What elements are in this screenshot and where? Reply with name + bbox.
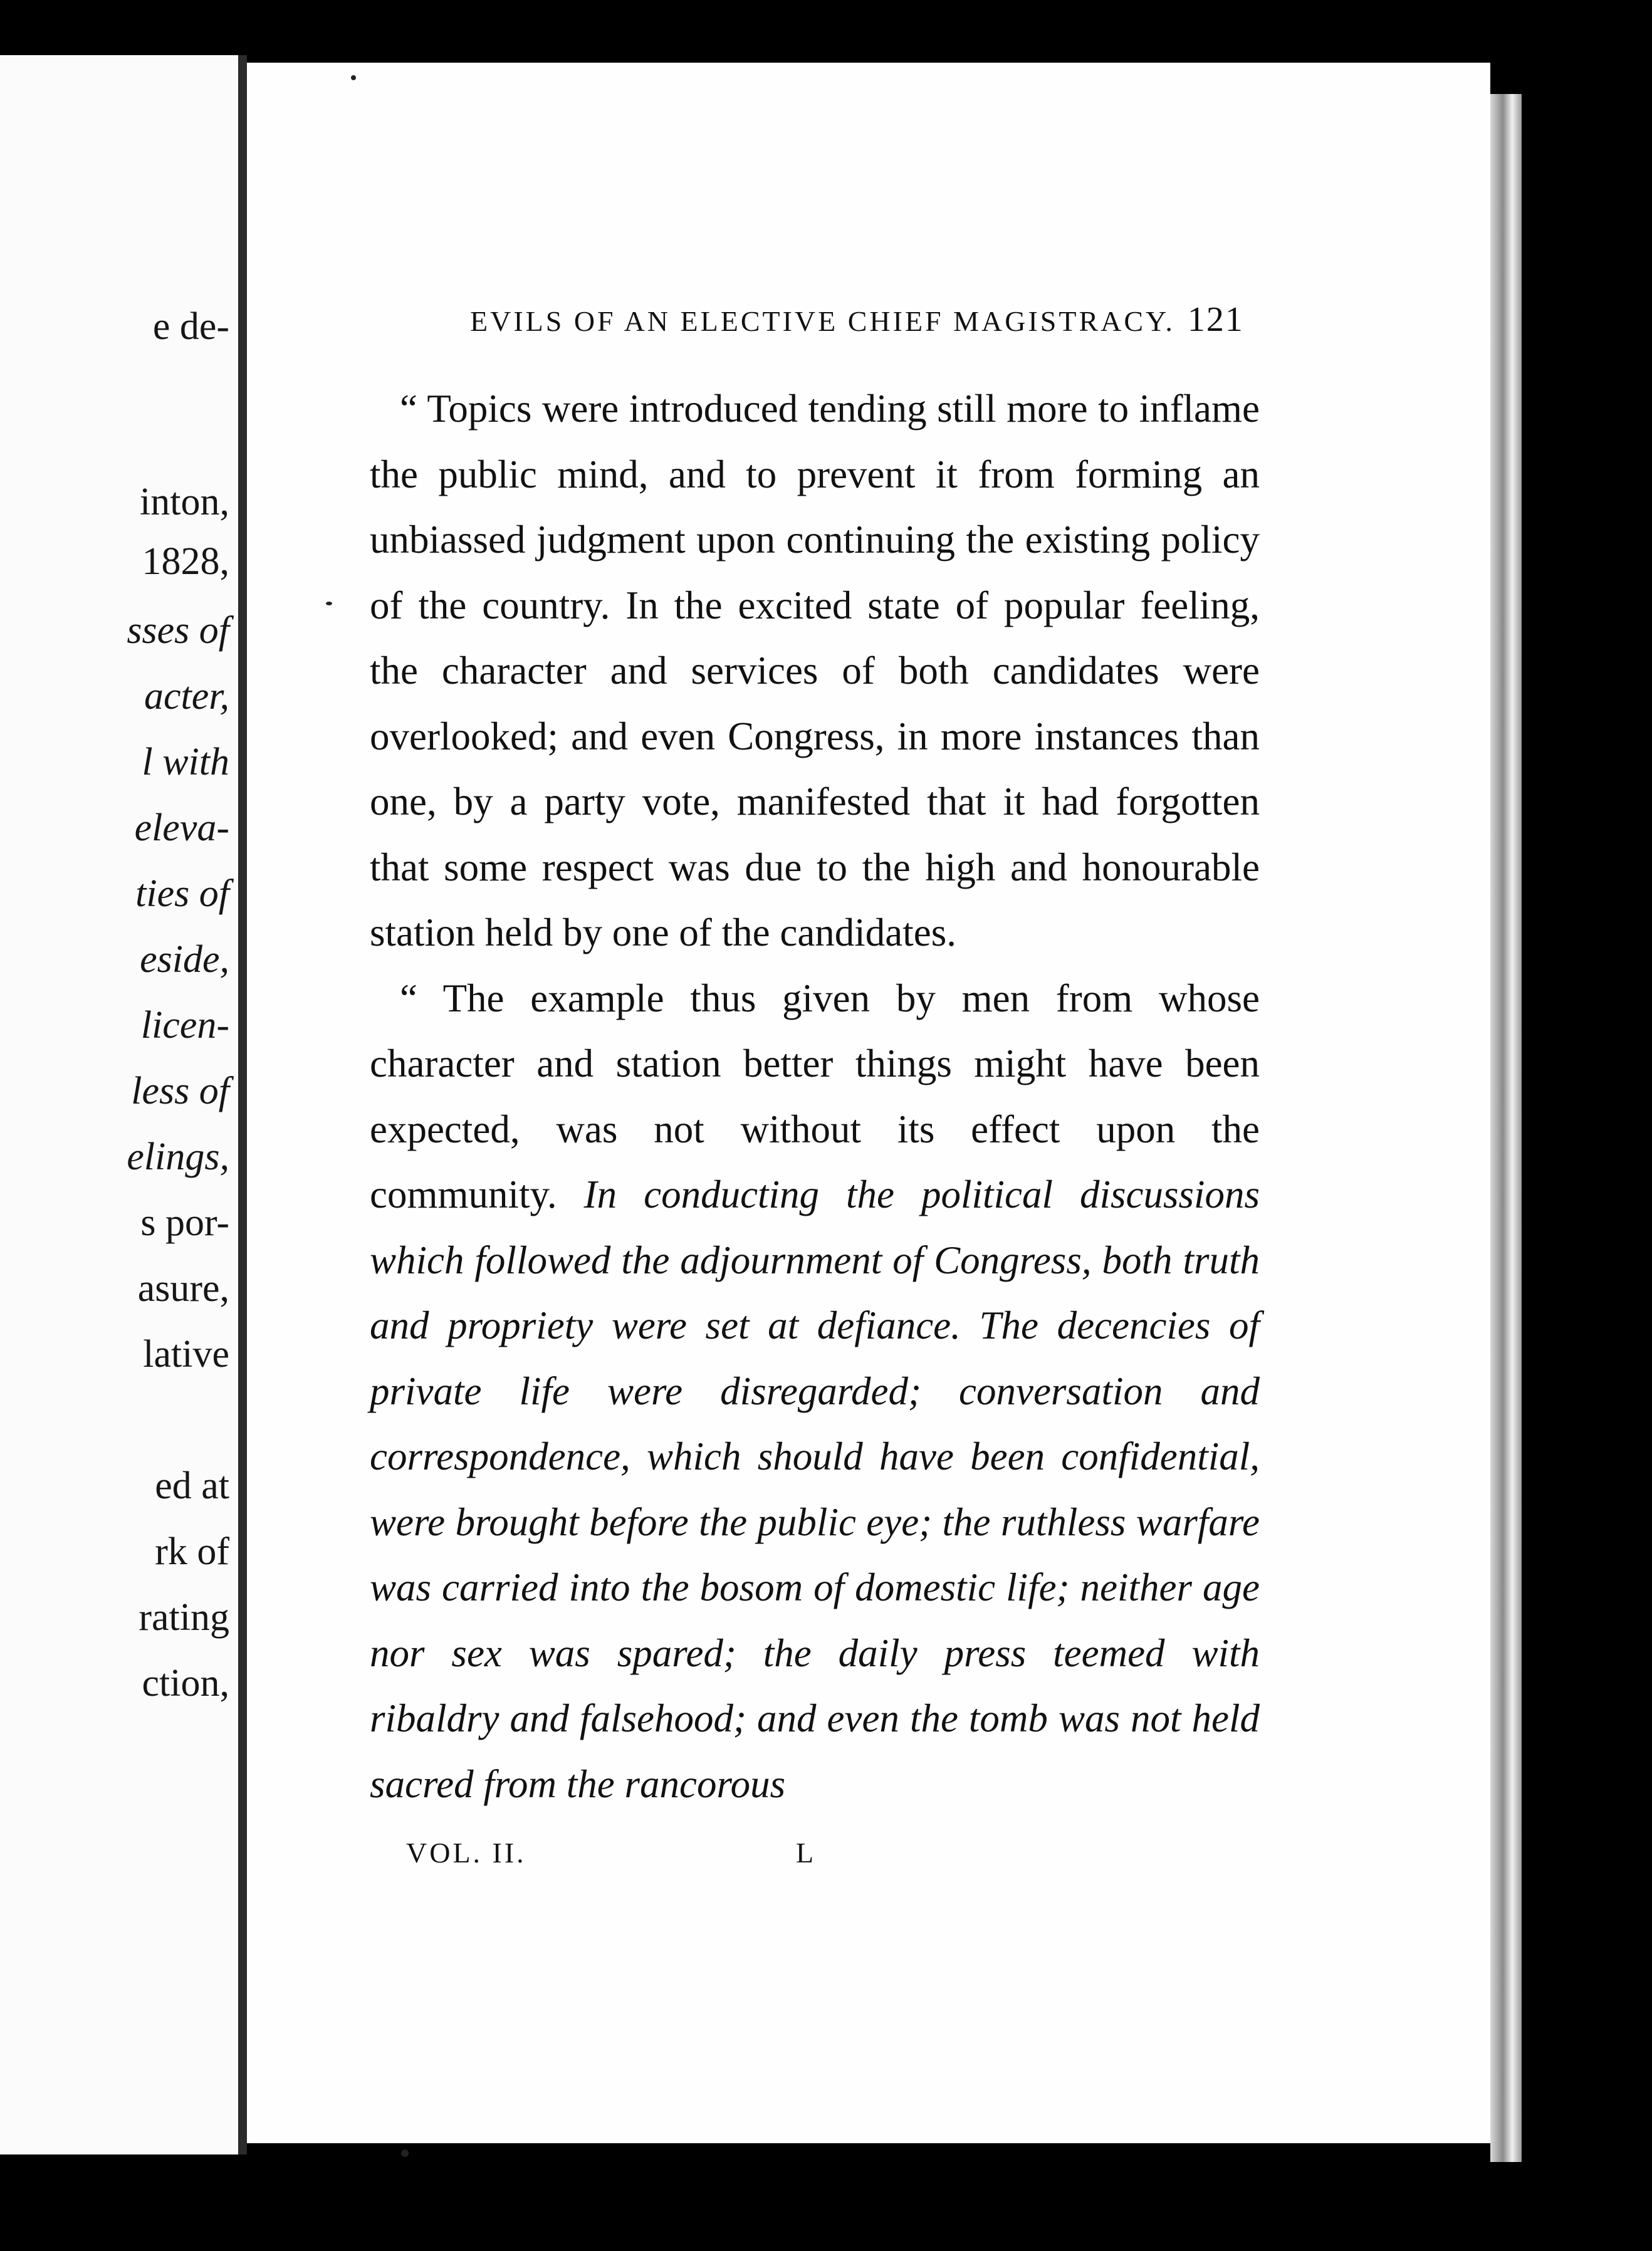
page-edge (1490, 94, 1522, 2162)
left-page-line: 1828, (142, 540, 229, 583)
running-head-title: EVILS OF AN ELECTIVE CHIEF MAGISTRACY. (470, 305, 1175, 337)
left-page-line: ction, (142, 1662, 229, 1705)
left-page-line: sses of (127, 609, 229, 652)
left-page-line: l with (142, 741, 229, 783)
left-page-line: inton, (140, 481, 229, 523)
left-page-line: rk of (155, 1530, 229, 1573)
paragraph-2-roman: “ The example thus given by men from whose character and station better things might have been expected, was not without its effect upon the community. (370, 976, 1260, 1216)
left-page-line: s por- (140, 1201, 229, 1244)
ink-speck (351, 75, 356, 80)
ink-speck (401, 2149, 409, 2157)
left-page-line: ed at (155, 1465, 229, 1507)
running-head (470, 300, 1260, 340)
book-gutter (238, 55, 247, 2154)
page-number: 121 (1187, 300, 1244, 339)
ink-speck (326, 602, 332, 605)
left-page-line: eleva- (134, 807, 229, 849)
body-text (370, 376, 1260, 1817)
left-page-line: licen- (140, 1004, 229, 1047)
left-page-line: rating (139, 1596, 229, 1639)
facing-page-left (0, 55, 242, 2154)
left-page-line: lative (143, 1333, 229, 1376)
left-page-line: e de- (152, 305, 229, 348)
left-page-line: ties of (135, 872, 229, 915)
paragraph-2-italic: In conducting the political discussions which followed the adjournment of Congress, both truth and propriety were set at defiance. The decencies of private life were disregarded; conversation and correspondence, which should have been confidential, were brought before the public eye; the ruthless warfare was carried into the bosom of domestic life; neither age nor sex was spared; the daily press teemed with ribaldry and falsehood; and even the tomb was not held sacred from the rancorous (370, 1173, 1260, 1806)
signature-mark: L (796, 1837, 817, 1869)
left-page-line: acter, (144, 675, 229, 718)
volume-footer: VOL. II. (406, 1837, 526, 1869)
left-page-line: elings, (127, 1136, 229, 1178)
left-page-line: less of (131, 1070, 229, 1112)
paragraph-2 (370, 966, 1260, 1817)
left-page-line: eside, (140, 938, 229, 981)
paragraph-1: “ Topics were introduced tending still more to inflame the public mind, and to prevent it from forming an unbiassed judgment upon continuing the existing policy of the country. In the excited state of popular feeling, the character and services of both candidates were overlooked; and even Congress, in more instances than one, by a party vote, manifested that it had forgotten that some respect was due to the high and honourable station held by one of the candidates. (370, 387, 1260, 954)
left-page-line: asure, (137, 1267, 229, 1310)
